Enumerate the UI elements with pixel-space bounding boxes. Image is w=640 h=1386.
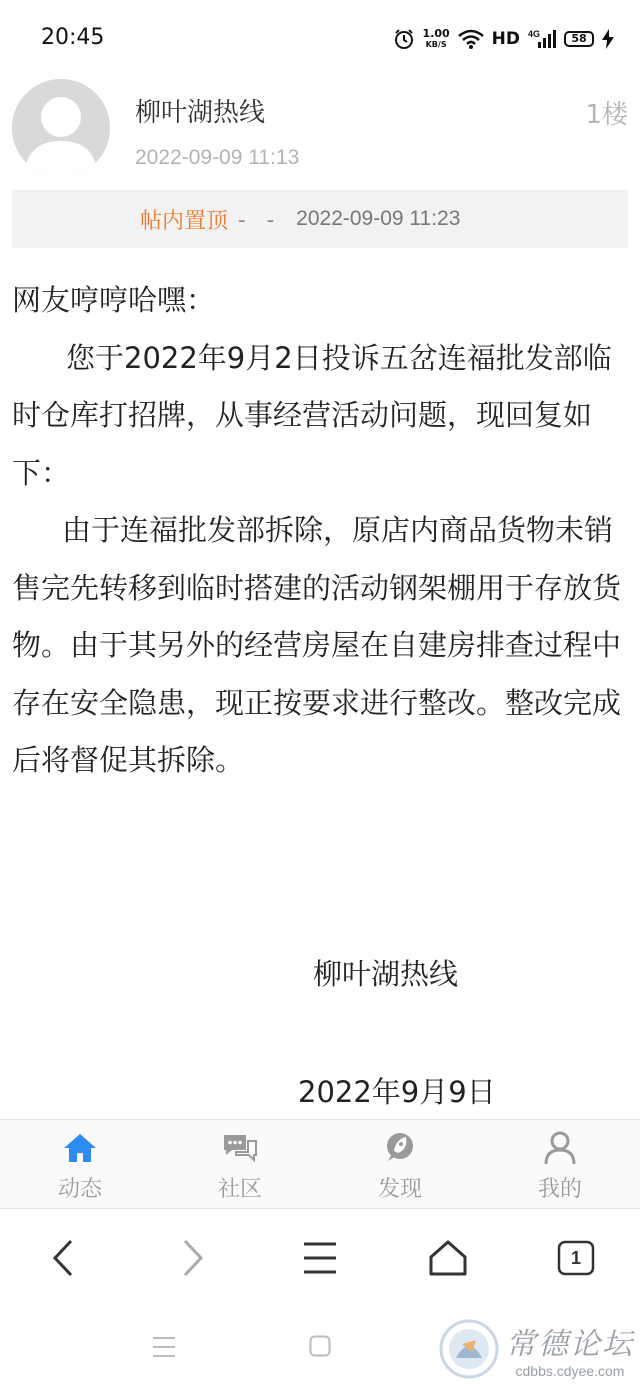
- post-time: 2022-09-09 11:13: [135, 146, 300, 169]
- charging-icon: [602, 29, 614, 49]
- paragraph-1: 您于2022年9月2日投诉五岔连福批发部临时仓库打招牌，从事经营活动问题，现回复如下：: [12, 340, 612, 490]
- rocket-icon: [380, 1130, 420, 1166]
- tab-label: 社区: [217, 1177, 262, 1202]
- alarm-icon: [393, 28, 415, 50]
- status-time: 20:45: [41, 25, 105, 50]
- tab-mine[interactable]: [480, 1120, 640, 1208]
- status-bar: [0, 0, 640, 76]
- home-button[interactable]: [416, 1226, 480, 1290]
- watermark-title: 常德论坛: [506, 1327, 634, 1362]
- signature: 柳叶湖热线: [313, 957, 459, 991]
- tab-bar: [0, 1119, 640, 1209]
- forum-watermark: [438, 1318, 634, 1380]
- network-speed: 1.00 KB/S: [422, 27, 450, 49]
- chevron-left-icon: [49, 1238, 79, 1278]
- forward-button[interactable]: [160, 1226, 224, 1290]
- chat-icon: [220, 1130, 260, 1166]
- sticky-tag: 帖内置顶: [140, 208, 229, 234]
- svg-text:4G: 4G: [528, 29, 541, 39]
- watermark-url: cdbbs.cdyee.com: [515, 1363, 625, 1379]
- forum-logo-icon: [438, 1318, 500, 1380]
- browser-toolbar: [0, 1210, 640, 1306]
- back-button[interactable]: [32, 1226, 96, 1290]
- recent-apps-icon[interactable]: [152, 1336, 176, 1358]
- home-icon: [60, 1130, 100, 1166]
- default-avatar-icon: [12, 79, 110, 177]
- home-square-icon[interactable]: [309, 1335, 331, 1357]
- tab-discover[interactable]: [320, 1120, 480, 1208]
- post-content: [12, 272, 628, 790]
- menu-button[interactable]: [288, 1226, 352, 1290]
- tab-label: 我的: [537, 1177, 582, 1202]
- signal-icon: [528, 28, 556, 50]
- tab-community[interactable]: [160, 1120, 320, 1208]
- tabs-button[interactable]: [544, 1226, 608, 1290]
- sticky-separator: - -: [238, 208, 275, 232]
- paragraph-2: 由于连福批发部拆除，原店内商品货物未销售完先转移到临时搭建的活动钢架棚用于存放货物。由于其另外的经营房屋在自建房排查过程中存在安全隐患，现正按要求进行整改。整改完成后将督促其拆除。: [12, 513, 622, 777]
- system-nav-bar: [0, 1306, 640, 1386]
- user-icon: [540, 1130, 580, 1166]
- menu-icon: [302, 1241, 338, 1275]
- author-name[interactable]: 柳叶湖热线: [135, 98, 266, 128]
- greeting: 网友哼哼哈嘿：: [12, 283, 216, 317]
- sticky-bar: [12, 190, 628, 248]
- tab-label: 动态: [57, 1177, 102, 1202]
- floor-number: 1楼: [585, 100, 628, 130]
- home-outline-icon: [428, 1239, 468, 1277]
- wifi-icon: [458, 29, 484, 49]
- battery-indicator: 58: [564, 31, 594, 47]
- tab-count: 1: [570, 1247, 581, 1268]
- tab-dynamics[interactable]: [0, 1120, 160, 1208]
- tab-label: 发现: [377, 1177, 422, 1202]
- signature-date: 2022年9月9日: [298, 1075, 496, 1109]
- avatar[interactable]: [12, 79, 110, 177]
- chevron-right-icon: [177, 1238, 207, 1278]
- status-icons: [393, 24, 614, 54]
- sticky-time: 2022-09-09 11:23: [296, 207, 461, 230]
- hd-label: HD: [491, 29, 520, 49]
